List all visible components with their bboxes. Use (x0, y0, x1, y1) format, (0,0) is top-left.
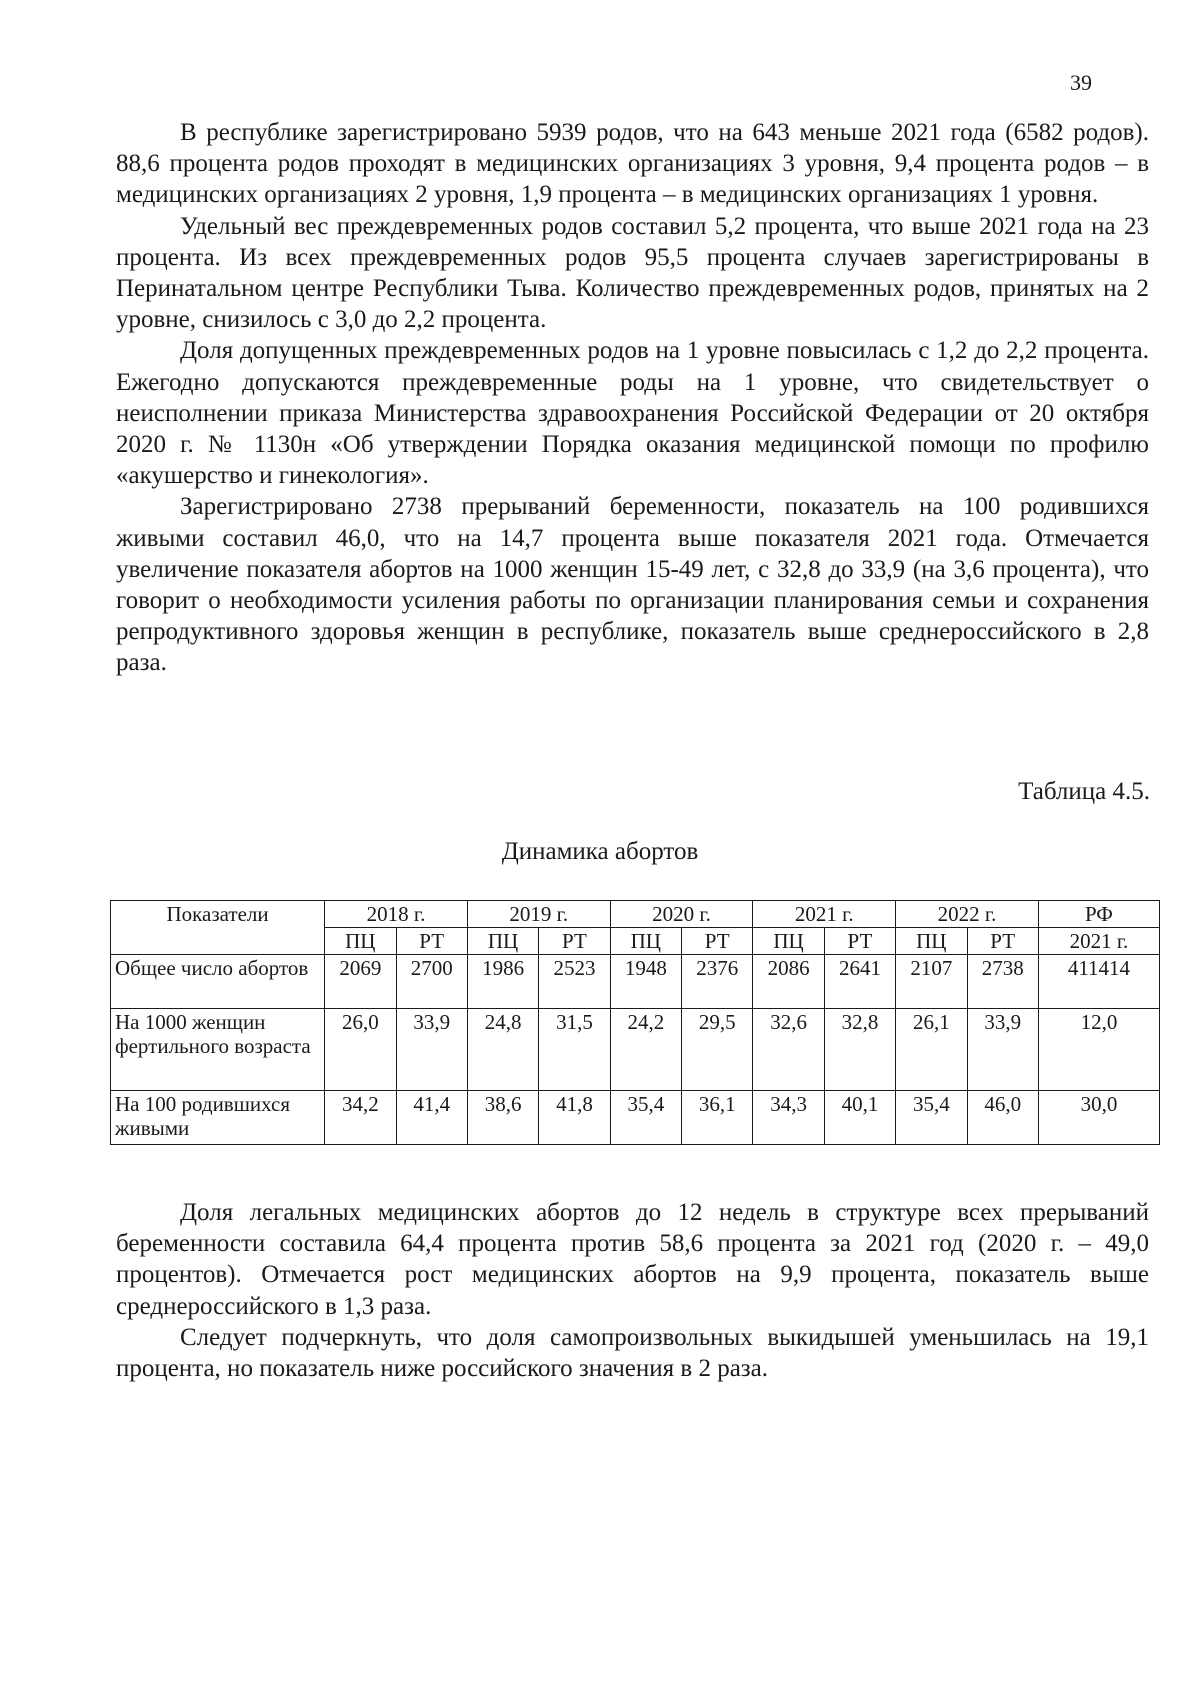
subheader-pc: ПЦ (610, 928, 681, 955)
table-cell: 36,1 (682, 1091, 753, 1145)
table-cell: 40,1 (824, 1091, 895, 1145)
table-row (111, 1091, 1160, 1145)
table-cell: 35,4 (610, 1091, 681, 1145)
table-title: Динамика абортов (501, 838, 699, 865)
subheader-pc: ПЦ (325, 928, 396, 955)
header-year: 2018 г. (325, 901, 468, 928)
table-cell: 1948 (610, 955, 681, 1009)
table-cell: 34,2 (325, 1091, 396, 1145)
subheader-pc: ПЦ (753, 928, 824, 955)
table-cell: 24,8 (467, 1009, 538, 1091)
header-year: 2019 г. (467, 901, 610, 928)
table-cell: 41,4 (396, 1091, 467, 1145)
table-cell: 2738 (967, 955, 1038, 1009)
table-cell: 12,0 (1038, 1009, 1159, 1091)
table-cell: 26,0 (325, 1009, 396, 1091)
table-row (111, 955, 1160, 1009)
table-cell: 2523 (539, 955, 610, 1009)
table-cell: 2069 (325, 955, 396, 1009)
table-cell: 32,6 (753, 1009, 824, 1091)
header-rf: РФ (1038, 901, 1159, 928)
table-cell: 35,4 (896, 1091, 967, 1145)
body-text-bottom (116, 1197, 1149, 1384)
table-cell: 41,8 (539, 1091, 610, 1145)
table-cell: 26,1 (896, 1009, 967, 1091)
table-cell: 30,0 (1038, 1091, 1159, 1145)
row-label: На 1000 женщин фертильного возраста (111, 1009, 325, 1091)
table-cell: 2641 (824, 955, 895, 1009)
paragraph: В республике зарегистрировано 5939 родов, что на 643 меньше 2021 года (6582 родов). 88,6 процента родов проходят в медицинских организациях 3 уровня, 9,4 процента родов – в медицинских организациях 2 уровня, 1,9 процента – в медицинских организациях 1 уровня. (116, 119, 1149, 209)
table-cell: 29,5 (682, 1009, 753, 1091)
table-cell: 2700 (396, 955, 467, 1009)
table-cell: 34,3 (753, 1091, 824, 1145)
table-caption: Таблица 4.5. (1018, 778, 1150, 805)
body-text-top (116, 117, 1149, 679)
paragraph: Удельный вес преждевременных родов составил 5,2 процента, что выше 2021 года на 23 процента. Из всех преждевременных родов 95,5 процента случаев зарегистрированы в Перинатальном центре Республики Тыва. Количество преждевременных родов, принятых на 2 уровне, снизилось с 3,0 до 2,2 процента. (116, 212, 1149, 334)
table-cell: 32,8 (824, 1009, 895, 1091)
subheader-rt: РТ (682, 928, 753, 955)
page-number: 39 (1070, 70, 1092, 95)
table-cell: 46,0 (967, 1091, 1038, 1145)
table-cell: 33,9 (967, 1009, 1038, 1091)
subheader-rt: РТ (539, 928, 610, 955)
paragraph: Доля допущенных преждевременных родов на 1 уровне повысилась с 1,2 до 2,2 процента. Ежегодно допускаются преждевременные роды на 1 уровне, что свидетельствует о неисполнении приказа Министерства здравоохранения Российской Федерации от 20 октября 2020 г. № 1130н «Об утверждении Порядка оказания медицинской помощи по профилю «акушерство и гинекология». (116, 337, 1149, 490)
subheader-rt: РТ (824, 928, 895, 955)
table-row (111, 1009, 1160, 1091)
row-label: Общее число абортов (111, 955, 325, 1009)
table-cell: 38,6 (467, 1091, 538, 1145)
paragraph: Зарегистрировано 2738 прерываний беременности, показатель на 100 родившихся живыми составил 46,0, что на 14,7 процента выше показателя 2021 года. Отмечается увеличение показателя абортов на 1000 женщин 15-49 лет, с 32,8 до 33,9 (на 3,6 процента), что говорит о необходимости усиления работы по организации планирования семьи и сохранения репродуктивного здоровья женщин в республике, показатель выше среднероссийского в 2,8 раза. (116, 493, 1149, 677)
table-cell: 2107 (896, 955, 967, 1009)
table-cell: 2086 (753, 955, 824, 1009)
subheader-pc: ПЦ (896, 928, 967, 955)
table-cell: 411414 (1038, 955, 1159, 1009)
table-cell: 24,2 (610, 1009, 681, 1091)
header-year: 2021 г. (753, 901, 896, 928)
row-label: На 100 родившихся живыми (111, 1091, 325, 1145)
subheader-rf-year: 2021 г. (1038, 928, 1159, 955)
subheader-rt: РТ (396, 928, 467, 955)
subheader-pc: ПЦ (467, 928, 538, 955)
table-cell: 31,5 (539, 1009, 610, 1091)
header-year: 2022 г. (896, 901, 1039, 928)
header-year: 2020 г. (610, 901, 753, 928)
subheader-rt: РТ (967, 928, 1038, 955)
abortion-dynamics-table (110, 900, 1160, 1145)
table-cell: 2376 (682, 955, 753, 1009)
paragraph: Следует подчеркнуть, что доля самопроизвольных выкидышей уменьшилась на 19,1 процента, но показатель ниже российского значения в 2 раза. (116, 1323, 1149, 1383)
table-header-row (111, 901, 1160, 928)
paragraph: Доля легальных медицинских абортов до 12 недель в структуре всех прерываний беременности составила 64,4 процента против 58,6 процента за 2021 год (2020 г. – 49,0 процентов). Отмечается рост медицинских абортов на 9,9 процента, показатель выше среднероссийского в 1,3 раза. (116, 1199, 1149, 1320)
table-cell: 1986 (467, 955, 538, 1009)
header-indicator: Показатели (111, 901, 325, 955)
table-cell: 33,9 (396, 1009, 467, 1091)
